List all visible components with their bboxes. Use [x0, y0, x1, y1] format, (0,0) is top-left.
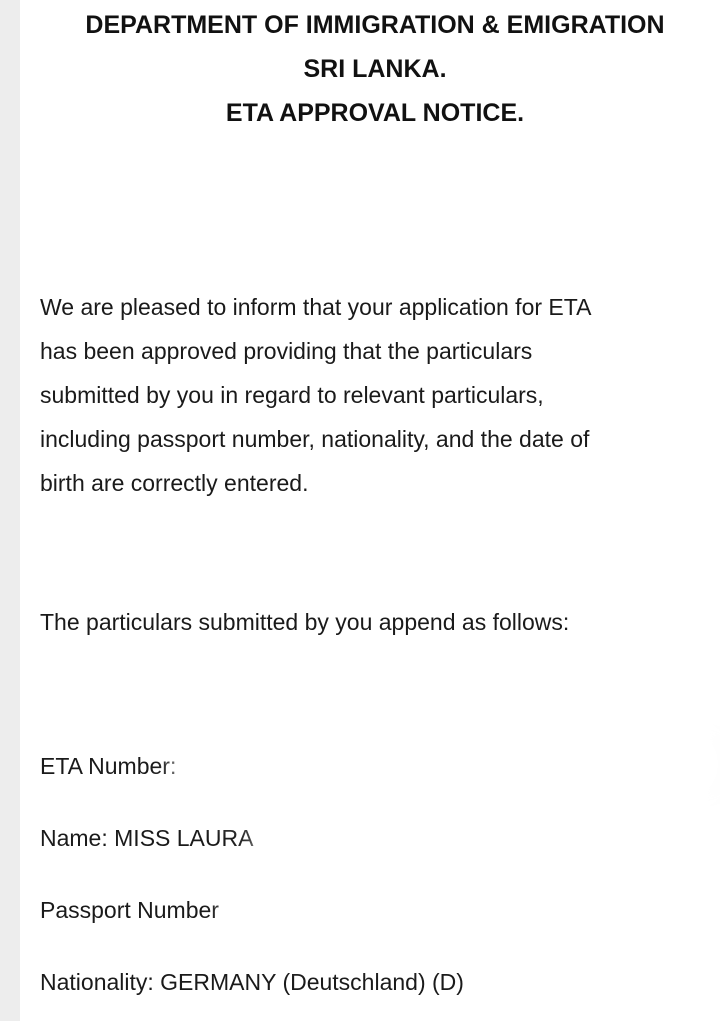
eta-number-label: ETA Number:	[40, 753, 177, 779]
nationality-value: GERMANY (Deutschland) (D)	[160, 969, 464, 995]
nationality-label: Nationality:	[40, 969, 154, 995]
passport-number-row	[40, 893, 219, 927]
name-label: Name:	[40, 825, 108, 851]
approval-paragraph	[40, 285, 700, 505]
eta-approval-notice	[20, 0, 720, 1021]
country-heading: SRI LANKA.	[303, 55, 447, 83]
eta-number-row	[40, 749, 176, 783]
name-row	[40, 821, 253, 855]
paragraph-line: birth are correctly entered.	[40, 470, 309, 496]
passport-number-label: Passport Number	[40, 897, 219, 923]
redaction-blur	[278, 802, 458, 872]
name-value: MISS LAURA	[114, 825, 254, 851]
particulars-lead: The particulars submitted by you append as follows:	[40, 609, 570, 635]
paragraph-line: submitted by you in regard to relevant particulars,	[40, 382, 544, 408]
paragraph-line: including passport number, nationality, and the date of	[40, 426, 590, 452]
redaction-blur	[193, 728, 718, 800]
paragraph-line: has been approved providing that the particulars	[40, 338, 533, 364]
redaction-blur	[244, 864, 454, 938]
nationality-row	[40, 965, 464, 999]
left-rail	[0, 0, 20, 1021]
notice-title: ETA APPROVAL NOTICE.	[225, 99, 525, 127]
department-heading: DEPARTMENT OF IMMIGRATION & EMIGRATION	[85, 11, 665, 39]
paragraph-line: We are pleased to inform that your application for ETA	[40, 294, 592, 320]
